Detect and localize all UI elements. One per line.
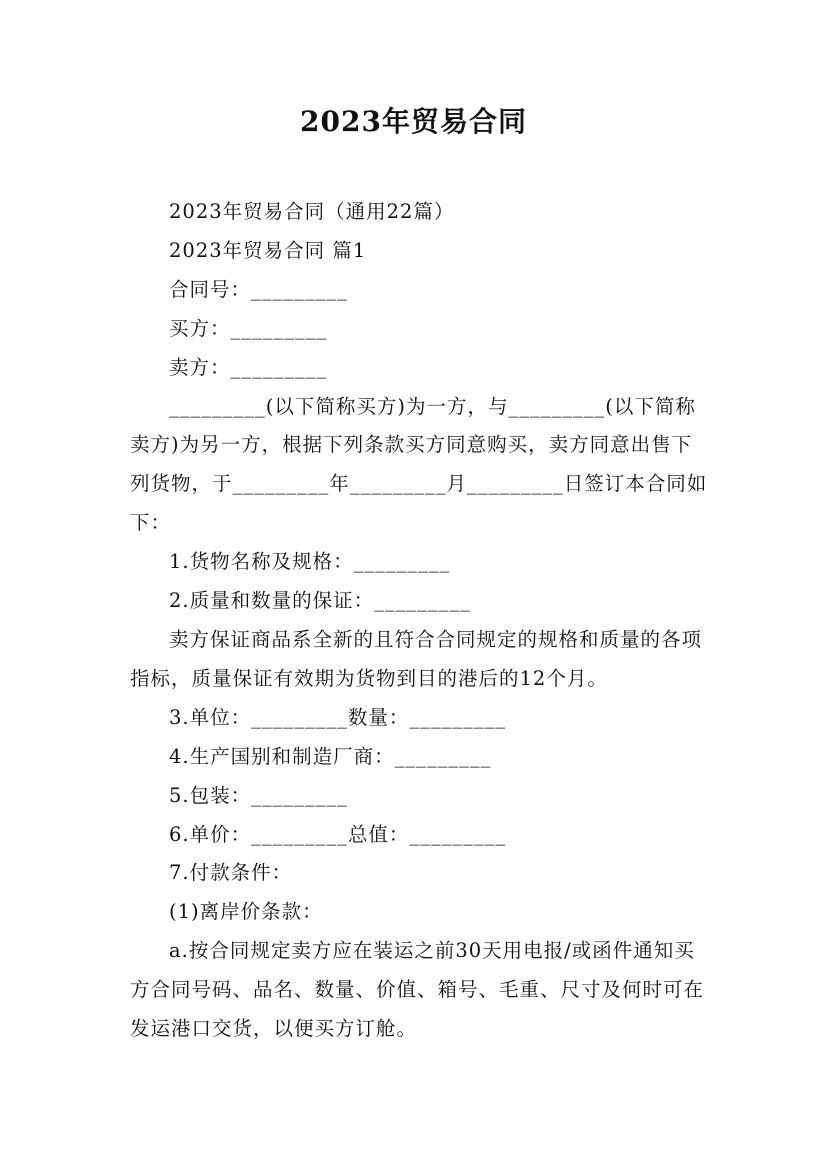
- paragraph-item-3: 3.单位：_________数量：_________: [169, 705, 507, 729]
- document-body: [130, 193, 710, 1049]
- paragraph-buyer: 买方：_________: [169, 316, 328, 340]
- paragraph-item-5: 5.包装：_________: [169, 783, 348, 807]
- paragraph-item-6: 6.单价：_________总值：_________: [169, 822, 507, 846]
- paragraph-item-7: 7.付款条件：: [169, 861, 293, 885]
- paragraph-section-heading: 2023年贸易合同 篇1: [169, 238, 367, 262]
- paragraph-clause-a: a.按合同规定卖方应在装运之前30天用电报/或函件通知买方合同号码、品名、数量、价值、箱号、毛重、尺寸及何时可在发运港口交货，以便买方订舱。: [130, 939, 705, 1041]
- paragraph-quality-guarantee: 卖方保证商品系全新的且符合合同规定的规格和质量的各项指标，质量保证有效期为货物到目的港后的12个月。: [130, 627, 703, 690]
- paragraph-item-1: 1.货物名称及规格：_________: [169, 550, 451, 574]
- paragraph-contract-number: 合同号：_________: [169, 277, 348, 301]
- paragraph-parties-agreement: _________(以下简称买方)为一方，与_________(以下简称卖方)为另一方，根据下列条款买方同意购买，卖方同意出售下列货物，于_________年_________月_________日签订本合同如下：: [130, 394, 708, 535]
- paragraph-seller: 卖方：_________: [169, 355, 328, 379]
- paragraph-item-4: 4.生产国别和制造厂商：_________: [169, 744, 492, 768]
- paragraph-subtitle: 2023年贸易合同（通用22篇）: [169, 200, 455, 223]
- document-title: 2023年贸易合同: [300, 105, 527, 138]
- paragraph-fob-clause: (1)离岸价条款：: [169, 900, 323, 924]
- paragraph-item-2: 2.质量和数量的保证：_________: [169, 589, 471, 613]
